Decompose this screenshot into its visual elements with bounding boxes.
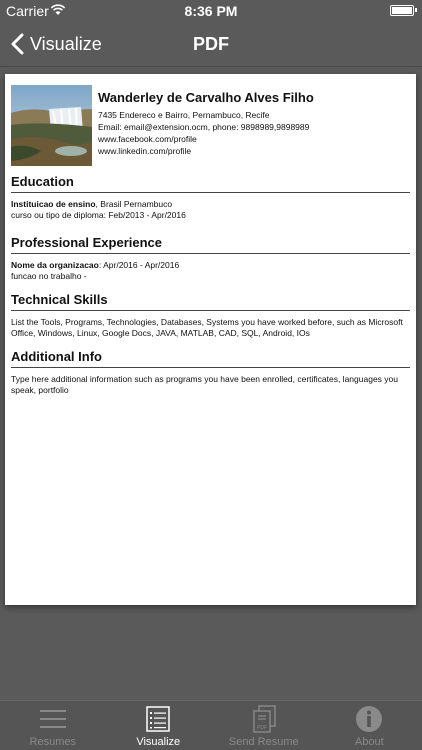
education-degree: curso ou tipo de diploma: Feb/2013 - Apr/2016: [11, 210, 186, 220]
tab-about[interactable]: [317, 701, 422, 750]
additional-text: Type here additional information such as programs you have been enrolled, certificates, languages you speak, portfolio: [11, 374, 398, 395]
experience-section: [11, 235, 410, 282]
tab-resumes[interactable]: [0, 701, 106, 750]
skills-section: [11, 292, 410, 339]
list-lines-icon: [37, 704, 69, 734]
skills-title: Technical Skills: [11, 292, 410, 311]
education-institution: [11, 199, 410, 210]
list-document-icon: [142, 704, 174, 734]
carrier-label: Carrier: [6, 3, 49, 19]
tab-about-label: About: [354, 736, 384, 748]
education-title: Education: [11, 174, 410, 193]
tab-visualize[interactable]: [106, 701, 212, 750]
tab-bar: [0, 700, 422, 750]
additional-title: Additional Info: [11, 349, 410, 368]
info-icon: [353, 704, 385, 734]
svg-text:PDF: PDF: [256, 725, 267, 731]
institution-label: Instituicao de ensino: [11, 199, 96, 209]
tab-resumes-label: Resumes: [29, 736, 76, 748]
experience-role: funcao no trabalho -: [11, 271, 87, 281]
back-button-label: Visualize: [30, 33, 102, 54]
additional-section: [11, 349, 410, 396]
nav-divider: [0, 66, 422, 67]
tab-visualize-label: Visualize: [136, 736, 181, 748]
battery-icon: [390, 5, 414, 16]
resume-address: 7435 Endereco e Bairro, Pernambuco, Recife: [98, 110, 270, 120]
skills-text: List the Tools, Programs, Technologies, Databases, Systems you have worked before, such as Microsoft Office, Windows, Linux, Google Docs, JAVA, MATLAB, CAD, SQL, Android, IOs: [11, 317, 403, 338]
pdf-page[interactable]: [5, 74, 416, 605]
tab-send-resume-label: Send Resume: [228, 736, 299, 748]
clock: 8:36 PM: [184, 3, 238, 19]
navigation-bar: [0, 22, 422, 66]
resume-facebook: www.facebook.com/profile: [98, 134, 197, 144]
status-bar: [0, 0, 422, 22]
experience-organization: [11, 260, 410, 271]
institution-rest: , Brasil Pernambuco: [95, 199, 173, 209]
resume-name: Wanderley de Carvalho Alves Filho: [98, 90, 314, 105]
education-section: [11, 174, 410, 221]
resume-contact: Email: email@extension.ocm, phone: 9898989,9898989: [98, 122, 310, 132]
resume-header: [98, 90, 410, 157]
profile-photo: [11, 85, 92, 166]
organization-rest: : Apr/2016 - Apr/2016: [98, 260, 180, 270]
pdf-document-icon: [248, 704, 280, 734]
experience-title: Professional Experience: [11, 235, 410, 254]
organization-label: Nome da organizacao: [11, 260, 99, 270]
page-title: PDF: [193, 34, 229, 54]
resume-linkedin: www.linkedin.com/profile: [98, 146, 192, 156]
tab-send-resume[interactable]: [211, 701, 317, 750]
